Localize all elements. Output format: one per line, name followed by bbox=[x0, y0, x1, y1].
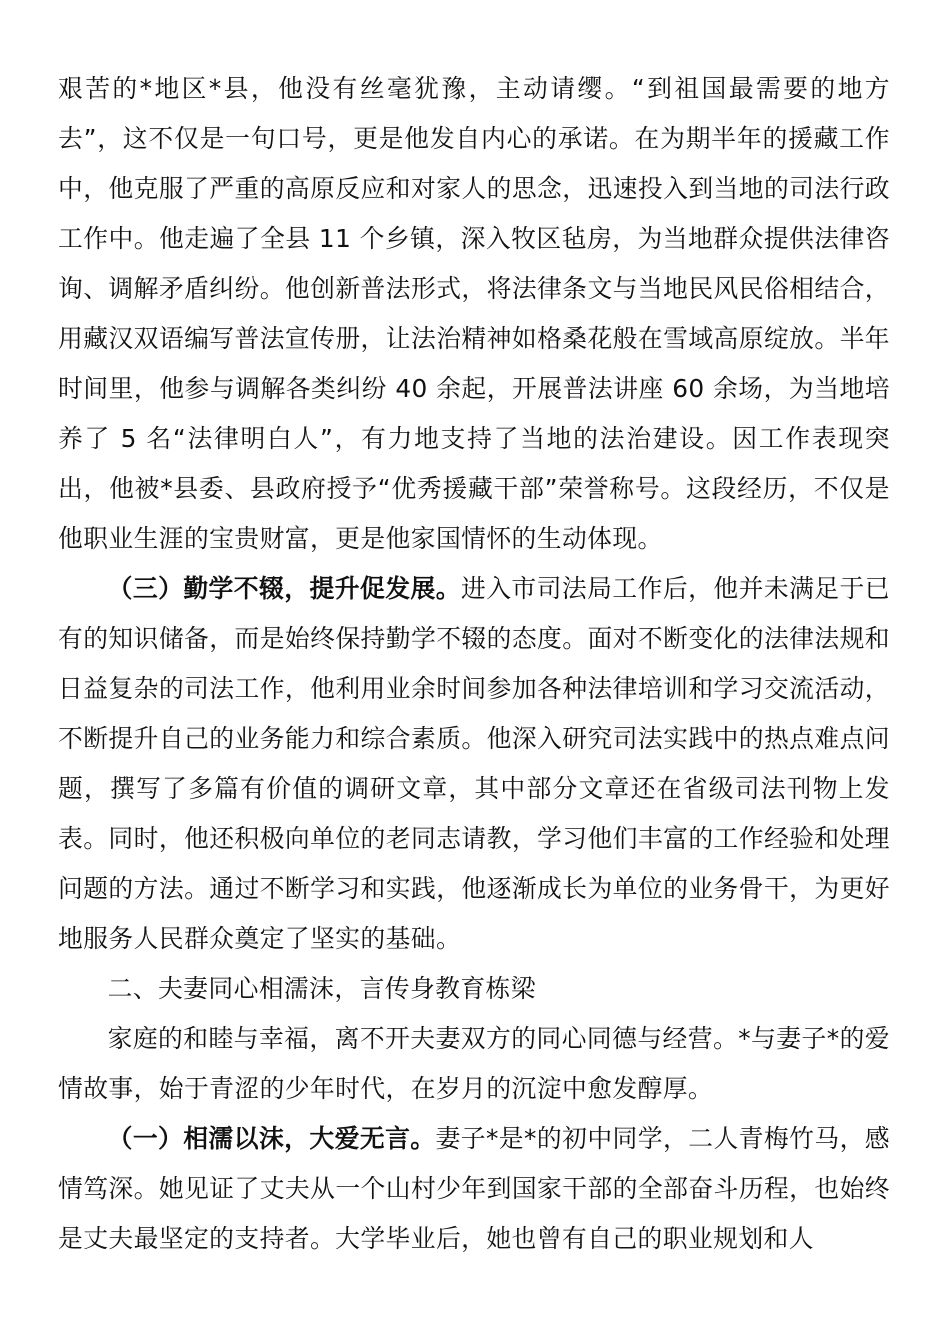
document-body bbox=[58, 64, 890, 1264]
paragraph-text: 进入市司法局工作后，他并未满足于已有的知识储备，而是始终保持勤学不辍的态度。面对不断变化的法律法规和日益复杂的司法工作，他利用业余时间参加各种法律培训和学习交流活动，不断提升自己的业务能力和综合素质。他深入研究司法实践中的热点难点问题，撰写了多篇有价值的调研文章，其中部分文章还在省级司法刊物上发表。同时，他还积极向单位的老同志请教，学习他们丰富的工作经验和处理问题的方法。通过不断学习和实践，他逐渐成长为单位的业务骨干，为更好地服务人民群众奠定了坚实的基础。 bbox=[58, 574, 890, 953]
paragraph-aid-tibet bbox=[58, 64, 890, 564]
paragraph-family-harmony bbox=[58, 1014, 890, 1114]
paragraph-diligent-study bbox=[58, 564, 890, 964]
paragraph-mutual-support bbox=[58, 1114, 890, 1264]
section-heading-inline: （三）勤学不辍，提升促发展。 bbox=[107, 574, 461, 603]
paragraph-text: 家庭的和睦与幸福，离不开夫妻双方的同心同德与经营。*与妻子*的爱情故事，始于青涩的少年时代，在岁月的沉淀中愈发醇厚。 bbox=[58, 1024, 890, 1103]
section-heading-inline: （一）相濡以沫，大爱无言。 bbox=[107, 1124, 436, 1153]
heading-text: 二、夫妻同心相濡沫，言传身教育栋梁 bbox=[107, 974, 536, 1003]
section-heading bbox=[58, 964, 890, 1014]
paragraph-text: 妻子*是*的初中同学，二人青梅竹马，感情笃深。她见证了丈夫从一个山村少年到国家干部的全部奋斗历程，也始终是丈夫最坚定的支持者。大学毕业后，她也曾有自己的职业规划和人 bbox=[58, 1124, 890, 1253]
paragraph-text: 艰苦的*地区*县，他没有丝毫犹豫，主动请缨。“到祖国最需要的地方去”，这不仅是一句口号，更是他发自内心的承诺。在为期半年的援藏工作中，他克服了严重的高原反应和对家人的思念，迅速投入到当地的司法行政工作中。他走遍了全县 11 个乡镇，深入牧区毡房，为当地群众提供法律咨询、调解矛盾纠纷。他创新普法形式，将法律条文与当地民风民俗相结合，用藏汉双语编写普法宣传册，让法治精神如格桑花般在雪域高原绽放。半年时间里，他参与调解各类纠纷 40 余起，开展普法讲座 60 余场，为当地培养了 5 名“法律明白人”，有力地支持了当地的法治建设。因工作表现突出，他被*县委、县政府授予“优秀援藏干部”荣誉称号。这段经历，不仅是他职业生涯的宝贵财富，更是他家国情怀的生动体现。 bbox=[58, 74, 890, 553]
